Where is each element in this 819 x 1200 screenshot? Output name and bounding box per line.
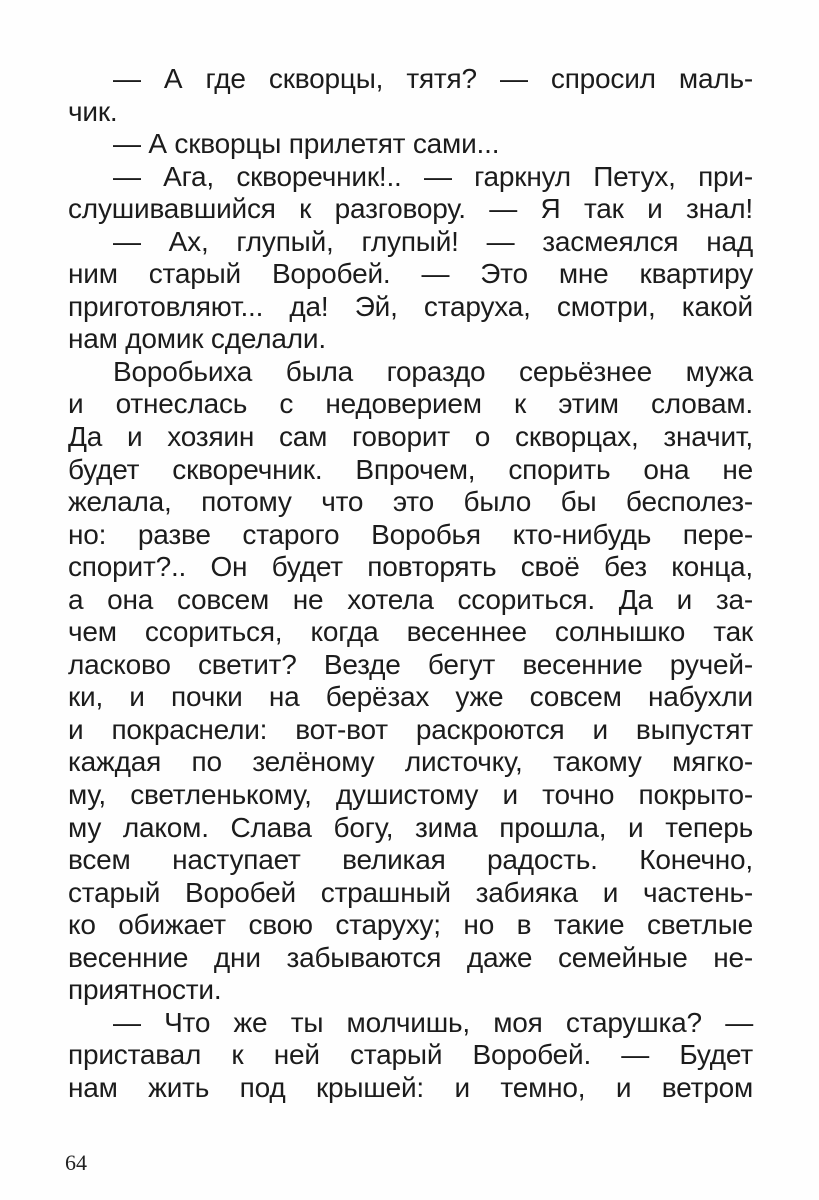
text-line: [68, 519, 753, 552]
text-line-content: чем ссориться, когда весеннее солнышко так: [68, 616, 753, 648]
page-number: 64: [65, 1150, 87, 1175]
text-line: [68, 746, 753, 779]
text-line: [68, 551, 753, 584]
text-line-content: ним старый Воробей. — Это мне квартиру: [68, 258, 753, 290]
text-line-content: приготовляют... да! Эй, старуха, смотри, какой: [68, 290, 753, 322]
text-line: [68, 161, 753, 194]
text-line-content: Воробьиха была гораздо серьёзнее мужа: [113, 355, 753, 387]
text-line: [68, 616, 753, 649]
text-line: [68, 258, 753, 291]
text-line-content: нам домик сделали.: [68, 323, 326, 355]
text-line-content: чик.: [68, 95, 118, 127]
text-line: [68, 356, 753, 389]
text-line: [68, 877, 753, 910]
body-text: [68, 63, 753, 1105]
text-line: [68, 96, 753, 129]
text-line-content: и отнеслась с недоверием к этим словам.: [68, 388, 753, 420]
text-line: [68, 681, 753, 714]
text-line-content: — А где скворцы, тятя? — спросил маль-: [113, 63, 753, 94]
text-line-content: ко обижает свою старуху; но в такие светлые: [68, 909, 753, 941]
text-line-content: весенние дни забываются даже семейные не-: [68, 941, 753, 973]
text-line-content: старый Воробей страшный забияка и частень-: [68, 876, 753, 908]
text-line: [68, 193, 753, 226]
text-line: [68, 291, 753, 324]
text-line: [68, 844, 753, 877]
text-line-content: приятности.: [68, 974, 222, 1006]
text-line: [68, 486, 753, 519]
text-line-content: будет скворечник. Впрочем, спорить она не: [68, 453, 753, 485]
text-line-content: Да и хозяин сам говорит о скворцах, значит,: [68, 421, 753, 453]
text-line: [68, 128, 753, 161]
text-line: [68, 421, 753, 454]
text-line-content: желала, потому что это было бы бесполез-: [68, 486, 753, 518]
text-line: [68, 63, 753, 96]
text-line: [68, 1039, 753, 1072]
text-line-content: — Что же ты молчишь, моя старушка? —: [113, 1006, 753, 1038]
text-line-content: — Ага, скворечник!.. — гаркнул Петух, при-: [113, 160, 753, 192]
text-line-content: приставал к ней старый Воробей. — Будет: [68, 1039, 753, 1071]
text-line: [68, 226, 753, 259]
text-line: [68, 323, 753, 356]
text-line-content: ки, и почки на берёзах уже совсем набухли: [68, 681, 753, 713]
text-line: [68, 812, 753, 845]
text-line-content: а она совсем не хотела ссориться. Да и за-: [68, 583, 753, 615]
text-line: [68, 942, 753, 975]
text-line-content: — Ах, глупый, глупый! — засмеялся над: [113, 225, 753, 257]
text-line-content: спорит?.. Он будет повторять своё без конца,: [68, 551, 753, 583]
text-line: [68, 454, 753, 487]
text-line-content: нам жить под крышей: и темно, и ветром: [68, 1071, 753, 1103]
text-line: [68, 1007, 753, 1040]
text-line: [68, 714, 753, 747]
text-line-content: ласково светит? Везде бегут весенние ручей-: [68, 648, 753, 680]
text-line-content: му лаком. Слава богу, зима прошла, и теперь: [68, 811, 753, 843]
text-line-content: каждая по зелёному листочку, такому мягко-: [68, 746, 753, 778]
text-line-content: му, светленькому, душистому и точно покрыто-: [68, 779, 753, 811]
text-line: [68, 909, 753, 942]
text-line-content: и покраснели: вот-вот раскроются и выпустят: [68, 713, 753, 745]
text-line: [68, 584, 753, 617]
text-line: [68, 1072, 753, 1105]
text-line: [68, 649, 753, 682]
text-line: [68, 779, 753, 812]
text-line-content: всем наступает великая радость. Конечно,: [68, 844, 753, 876]
text-line-content: слушивавшийся к разговору. — Я так и знал!: [68, 193, 753, 225]
text-line-content: но: разве старого Воробья кто-нибудь пере-: [68, 518, 753, 550]
text-line-content: — А скворцы прилетят сами...: [113, 128, 500, 160]
text-line: [68, 388, 753, 421]
text-line: [68, 974, 753, 1007]
